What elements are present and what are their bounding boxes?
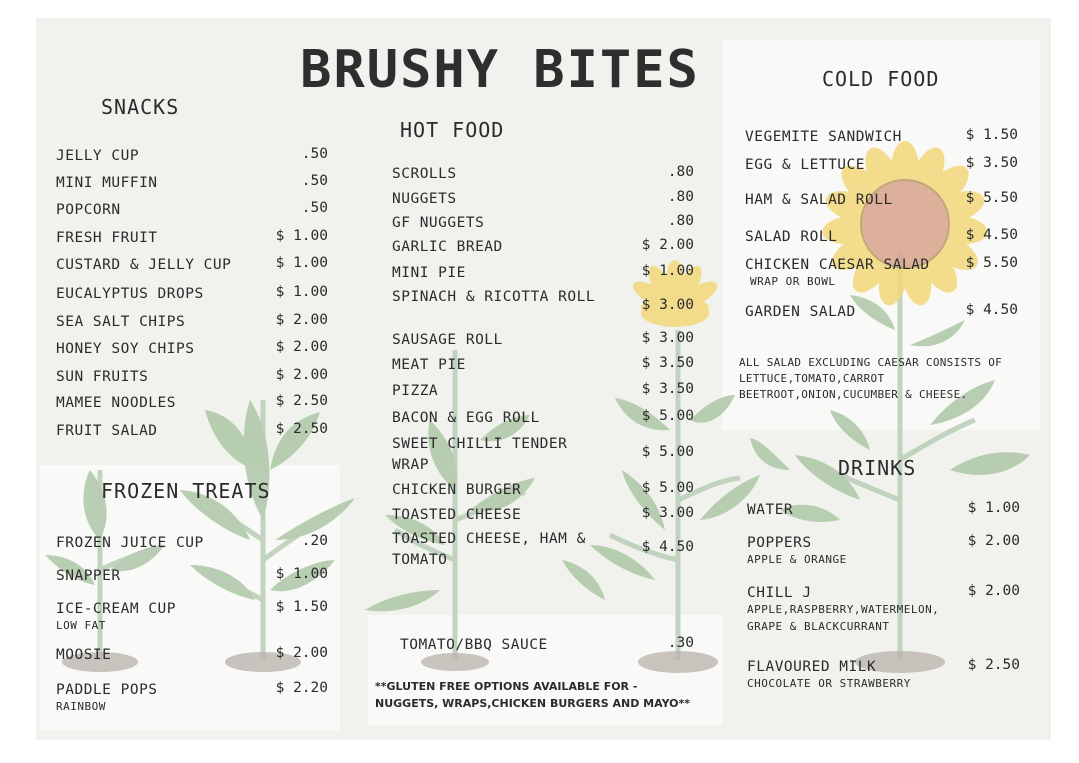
snacks-item-price: .50: [301, 200, 328, 216]
hot-item-name: PIZZA: [392, 383, 439, 399]
hot-item-name: BACON & EGG ROLL: [392, 410, 540, 426]
frozen-item-subtitle: RAINBOW: [56, 700, 106, 713]
drinks-item-subtitle: GRAPE & BLACKCURRANT: [747, 620, 890, 633]
snacks-item-name: JELLY CUP: [56, 148, 140, 164]
cold-item-name: EGG & LETTUCE: [745, 157, 865, 173]
snacks-heading: SNACKS: [101, 95, 180, 119]
hot-item-name: SWEET CHILLI TENDER WRAP: [392, 436, 568, 473]
menu-title: BRUSHY BITES: [300, 40, 700, 100]
hot-item-price: $ 3.00: [641, 330, 694, 346]
leaf-icon: [830, 410, 870, 450]
cold-item-price: $ 1.50: [965, 127, 1018, 143]
snacks-item-name: CUSTARD & JELLY CUP: [56, 257, 232, 273]
drinks-heading: DRINKS: [838, 456, 917, 480]
sauce-item-name: TOMATO/BBQ SAUCE: [400, 637, 548, 653]
frozen-item-price: $ 2.00: [275, 645, 328, 661]
hot-item-name: CHICKEN BURGER: [392, 482, 522, 498]
hot-item-price: $ 2.00: [641, 237, 694, 253]
hot-item-price: $ 1.00: [641, 263, 694, 279]
cold-item-price: $ 4.50: [965, 227, 1018, 243]
frozen-item-price: $ 1.50: [275, 599, 328, 615]
frozen-item-price: .20: [301, 533, 328, 549]
snacks-item-name: EUCALYPTUS DROPS: [56, 286, 204, 302]
drinks-item-price: $ 2.00: [967, 583, 1020, 599]
drinks-item-price: $ 1.00: [967, 500, 1020, 516]
snacks-item-name: MINI MUFFIN: [56, 175, 158, 191]
salad-note-line2: LETTUCE,TOMATO,CARROT: [739, 372, 885, 385]
frozen-item-name: ICE-CREAM CUP: [56, 601, 176, 617]
leaf-icon: [910, 320, 965, 346]
hot-item-name: MEAT PIE: [392, 357, 466, 373]
leaf-icon: [622, 470, 665, 530]
leaf-icon: [690, 395, 735, 423]
leaf-icon: [950, 452, 1030, 475]
snacks-item-price: $ 2.00: [275, 312, 328, 328]
hot-item-price: $ 5.00: [641, 444, 694, 460]
frozen-item-name: FROZEN JUICE CUP: [56, 535, 204, 551]
snacks-item-name: SEA SALT CHIPS: [56, 314, 186, 330]
hot-item-name: SPINACH & RICOTTA ROLL: [392, 289, 596, 305]
hot-item-price: .80: [667, 189, 694, 205]
cold-item-name: SALAD ROLL: [745, 229, 838, 245]
drinks-item-name: FLAVOURED MILK: [747, 659, 877, 675]
snacks-item-price: .50: [301, 146, 328, 162]
cold-item-name: VEGEMITE SANDWICH: [745, 129, 902, 145]
frozen-item-name: SNAPPER: [56, 568, 121, 584]
hot-item-name: TOASTED CHEESE: [392, 507, 522, 523]
cold-item-name: CHICKEN CAESAR SALAD: [745, 257, 930, 273]
snacks-item-price: $ 2.00: [275, 339, 328, 355]
snacks-item-price: $ 2.50: [275, 393, 328, 409]
drinks-item-name: POPPERS: [747, 535, 812, 551]
hot-item-price: $ 5.00: [641, 480, 694, 496]
drinks-item-subtitle: CHOCOLATE OR STRAWBERRY: [747, 677, 911, 690]
cold-item-price: $ 4.50: [965, 302, 1018, 318]
frozen-item-name: MOOSIE: [56, 647, 112, 663]
frozen-heading: FROZEN TREATS: [101, 479, 271, 503]
snacks-item-name: SUN FRUITS: [56, 369, 149, 385]
snacks-item-price: .50: [301, 173, 328, 189]
snacks-item-price: $ 1.00: [275, 255, 328, 271]
sauce-item-price: .30: [667, 635, 694, 651]
drinks-item-subtitle: APPLE & ORANGE: [747, 553, 847, 566]
drinks-item-subtitle: APPLE,RASPBERRY,WATERMELON,: [747, 603, 940, 616]
gluten-free-note-line1: **GLUTEN FREE OPTIONS AVAILABLE FOR -: [375, 680, 638, 693]
drinks-item-name: WATER: [747, 502, 794, 518]
snacks-item-price: $ 1.00: [275, 228, 328, 244]
snacks-item-name: FRUIT SALAD: [56, 423, 158, 439]
soil-icon: [638, 651, 718, 673]
hot-food-heading: HOT FOOD: [400, 118, 505, 142]
hot-item-price: $ 3.00: [641, 297, 694, 313]
salad-note-line1: ALL SALAD EXCLUDING CAESAR CONSISTS OF: [739, 356, 1003, 369]
gluten-free-note-line2: NUGGETS, WRAPS,CHICKEN BURGERS AND MAYO**: [375, 697, 691, 710]
hot-item-name: GARLIC BREAD: [392, 239, 503, 255]
hot-item-price: $ 3.50: [641, 381, 694, 397]
cold-item-price: $ 5.50: [965, 190, 1018, 206]
hot-item-name: NUGGETS: [392, 191, 457, 207]
hot-item-price: $ 3.50: [641, 355, 694, 371]
cold-food-heading: COLD FOOD: [822, 67, 940, 91]
hot-item-name: SCROLLS: [392, 166, 457, 182]
salad-note-line3: BEETROOT,ONION,CUCUMBER & CHEESE.: [739, 388, 968, 401]
snacks-item-name: POPCORN: [56, 202, 121, 218]
leaf-icon: [750, 438, 790, 470]
snacks-item-name: HONEY SOY CHIPS: [56, 341, 195, 357]
hot-item-price: $ 4.50: [641, 539, 694, 555]
hot-item-price: $ 5.00: [641, 408, 694, 424]
hot-item-price: .80: [667, 213, 694, 229]
hot-item-price: $ 3.00: [641, 505, 694, 521]
hot-item-name: SAUSAGE ROLL: [392, 332, 503, 348]
snacks-item-price: $ 1.00: [275, 284, 328, 300]
snacks-item-price: $ 2.50: [275, 421, 328, 437]
frozen-item-price: $ 1.00: [275, 566, 328, 582]
frozen-item-name: PADDLE POPS: [56, 682, 158, 698]
cold-item-subtitle: WRAP OR BOWL: [750, 275, 836, 288]
cold-item-name: GARDEN SALAD: [745, 304, 856, 320]
hot-item-price: .80: [667, 164, 694, 180]
cold-item-price: $ 5.50: [965, 255, 1018, 271]
frozen-item-subtitle: LOW FAT: [56, 619, 106, 632]
snacks-item-price: $ 2.00: [275, 367, 328, 383]
drinks-item-name: CHILL J: [747, 585, 812, 601]
leaf-icon: [365, 590, 440, 611]
hot-item-name: MINI PIE: [392, 265, 466, 281]
snacks-item-name: MAMEE NOODLES: [56, 395, 176, 411]
snacks-item-name: FRESH FRUIT: [56, 230, 158, 246]
hot-item-name: GF NUGGETS: [392, 215, 485, 231]
cold-item-price: $ 3.50: [965, 155, 1018, 171]
frozen-item-price: $ 2.20: [275, 680, 328, 696]
hot-item-name: TOASTED CHEESE, HAM & TOMATO: [392, 531, 586, 568]
cold-item-name: HAM & SALAD ROLL: [745, 192, 893, 208]
drinks-item-price: $ 2.50: [967, 657, 1020, 673]
drinks-item-price: $ 2.00: [967, 533, 1020, 549]
